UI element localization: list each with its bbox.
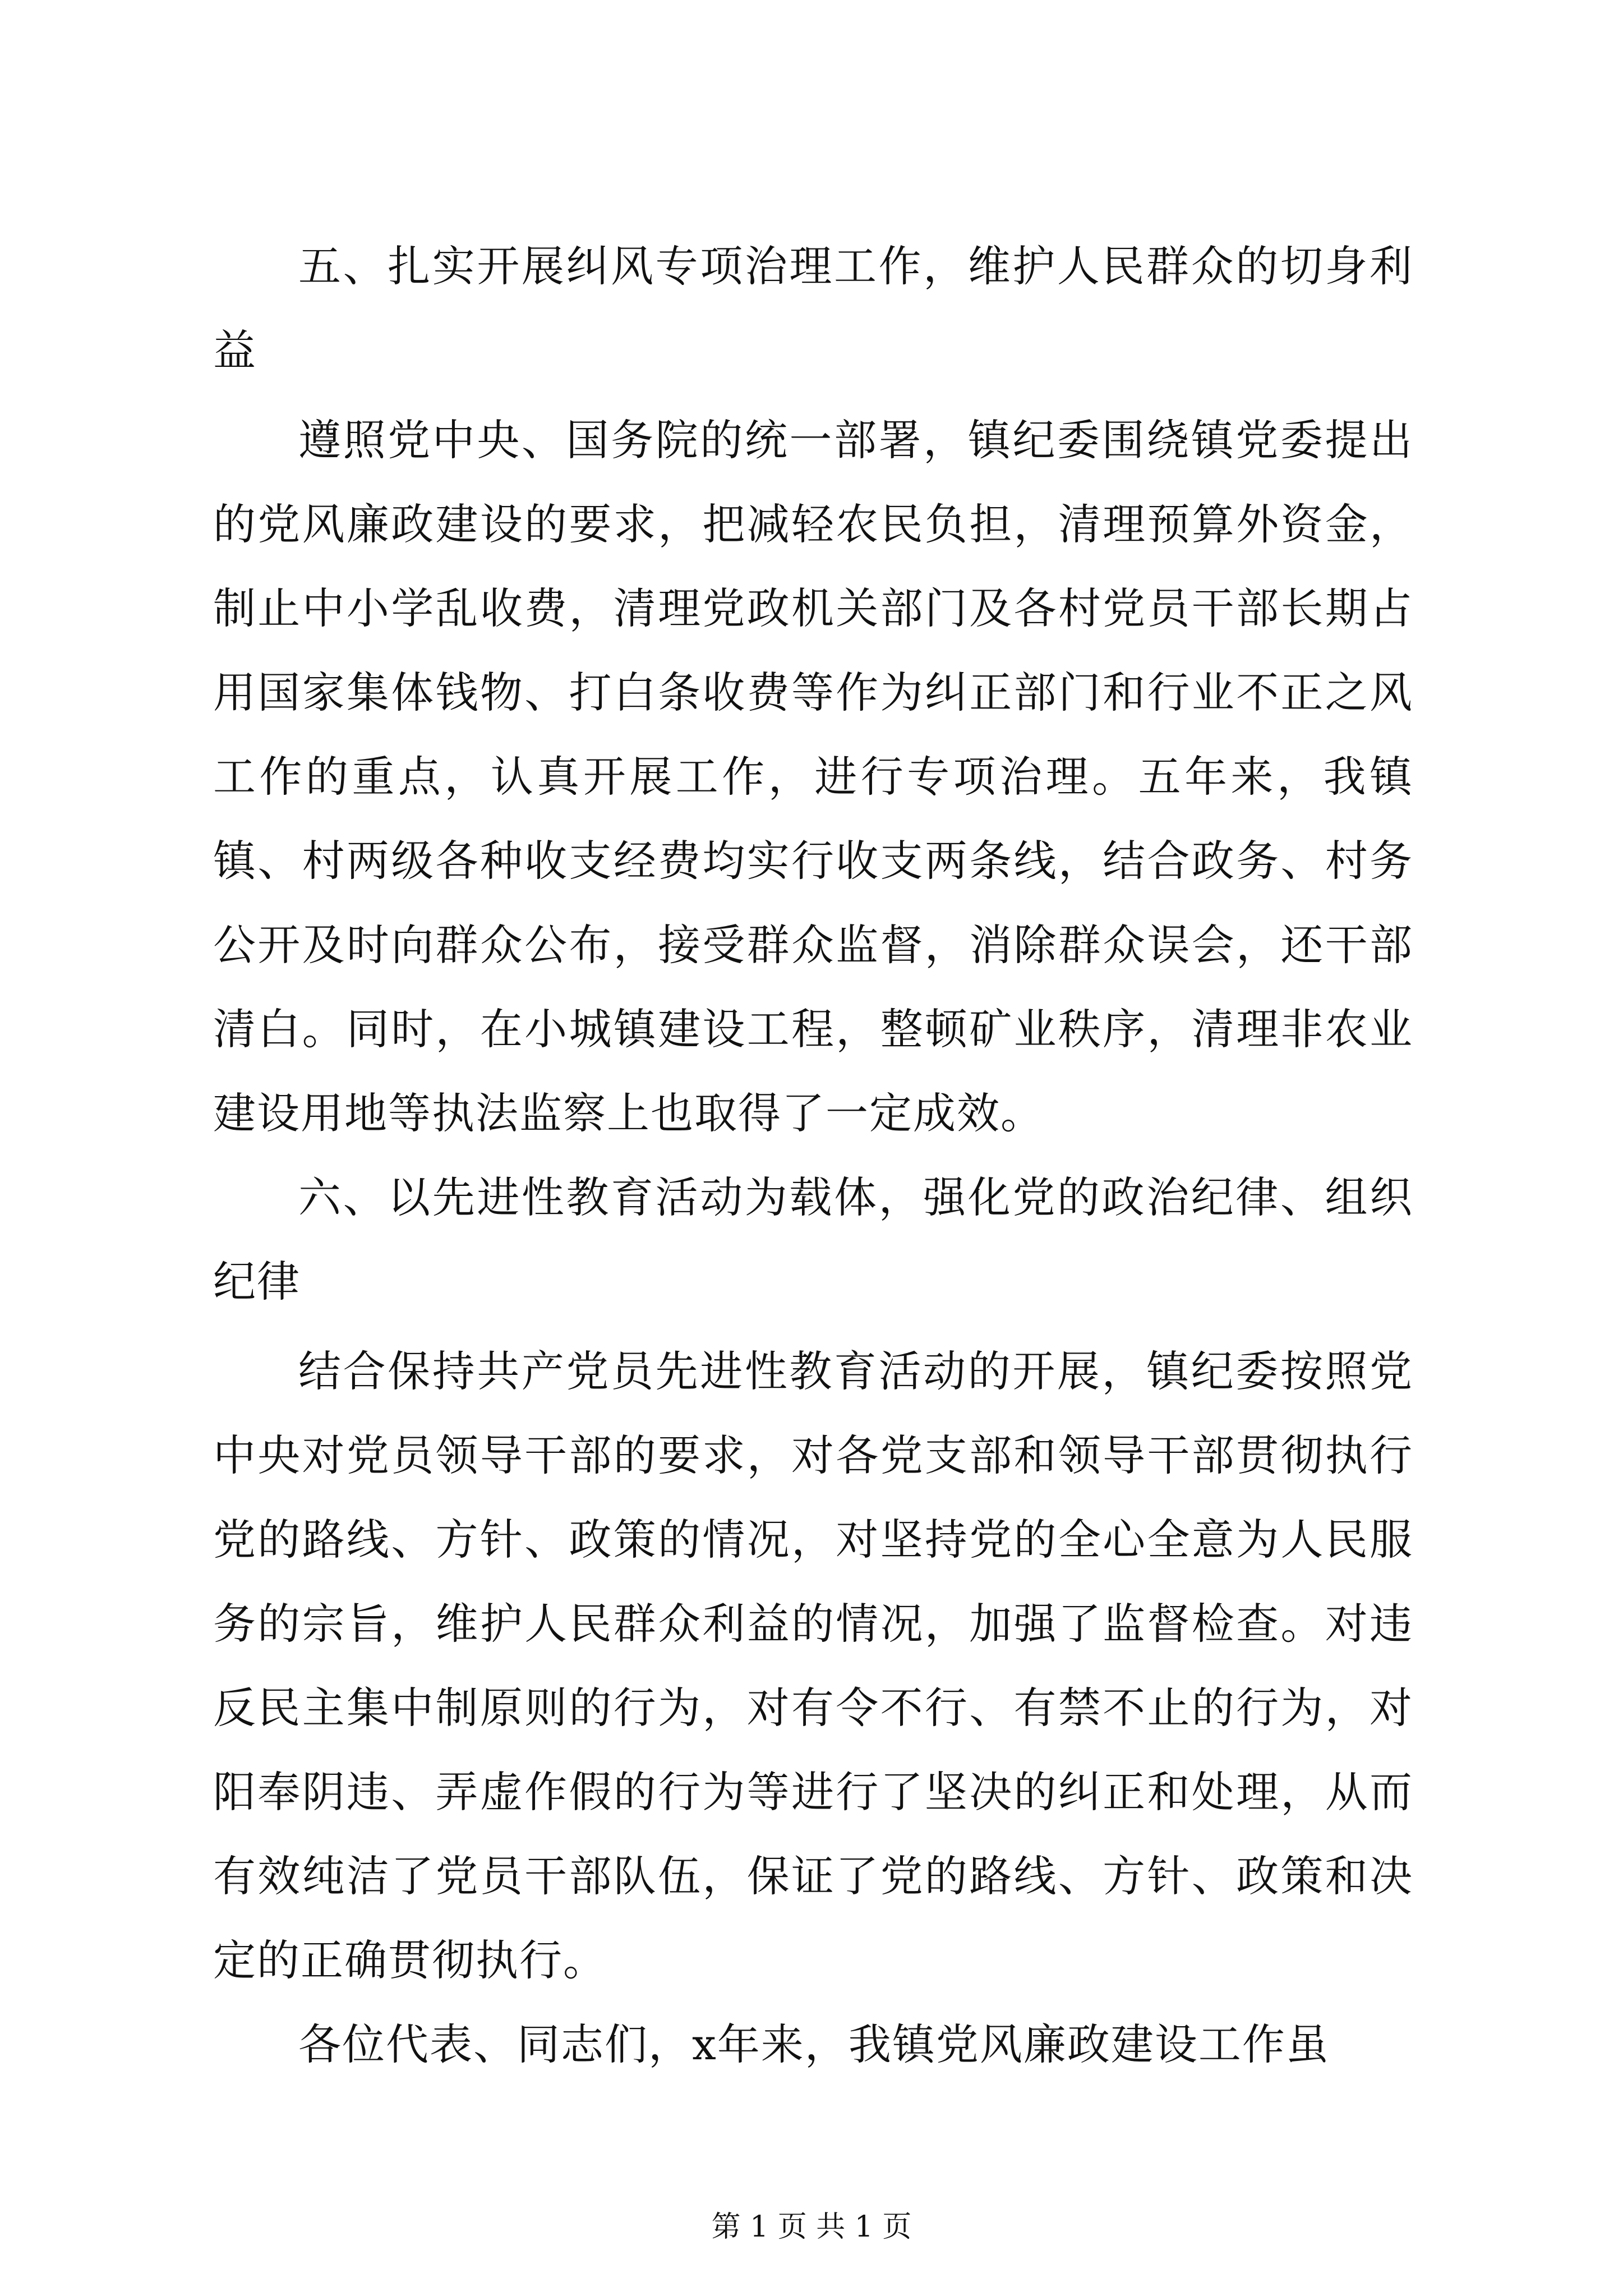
section-heading-5: 五、扎实开展纠风专项治理工作，维护人民群众的切身利益 — [213, 241, 1413, 375]
paragraph-closing: 各位代表、同志们，x年来，我镇党风廉政建设工作虽 — [298, 2019, 1330, 2069]
page-footer: 第 1 页 共 1 页 — [711, 2210, 912, 2244]
document-body — [213, 224, 1413, 2087]
section-heading-6: 六、以先进性教育活动为载体，强化党的政治纪律、组织纪律 — [213, 1172, 1413, 1306]
paragraph-section-5: 遵照党中央、国务院的统一部署，镇纪委围绕镇党委提出的党风廉政建设的要求，把减轻农民负担，清理预算外资金，制止中小学乱收费，清理党政机关部门及各村党员干部长期占用国家集体钱物、打白条收费等作为纠正部门和行业不正之风工作的重点，认真开展工作，进行专项治理。五年来，我镇镇、村两级各种收支经费均实行收支两条线，结合政务、村务公开及时向群众公布，接受群众监督，消除群众误会，还干部清白。同时，在小城镇建设工程，整顿矿业秩序，清理非农业建设用地等执法监察上也取得了一定成效。 — [213, 415, 1413, 1138]
paragraph-section-6: 结合保持共产党员先进性教育活动的开展，镇纪委按照党中央对党员领导干部的要求，对各党支部和领导干部贯彻执行党的路线、方针、政策的情况，对坚持党的全心全意为人民服务的宗旨，维护人民群众利益的情况，加强了监督检查。对违反民主集中制原则的行为，对有令不行、有禁不止的行为，对阳奉阴违、弄虚作假的行为等进行了坚决的纠正和处理，从而有效纯洁了党员干部队伍，保证了党的路线、方针、政策和决定的正确贯彻执行。 — [213, 1346, 1413, 1985]
